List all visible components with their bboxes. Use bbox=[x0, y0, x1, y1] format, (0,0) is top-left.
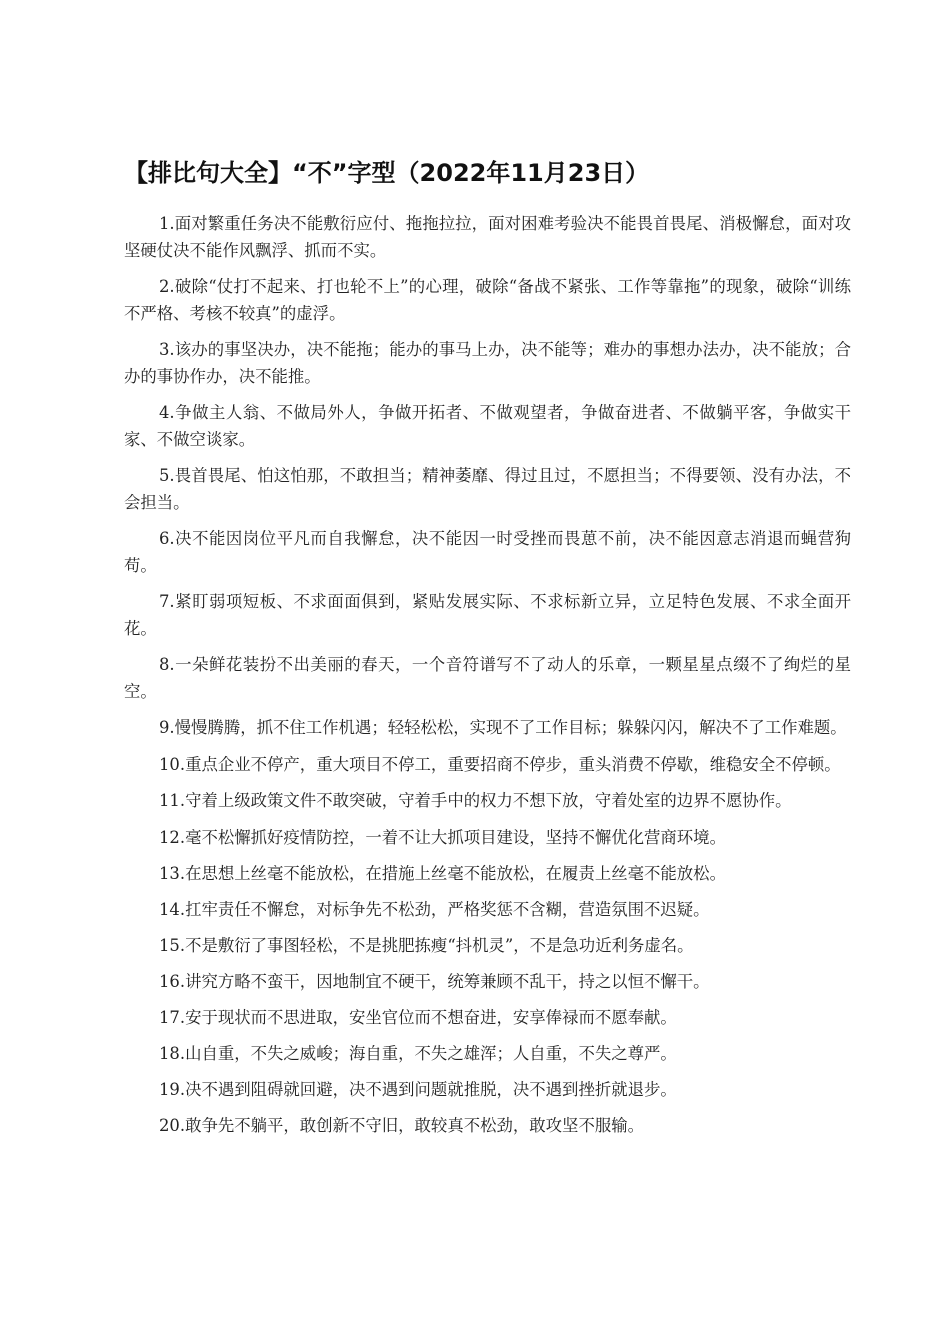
list-item: 11.守着上级政策文件不敢突破，守着手中的权力不想下放，守着处室的边界不愿协作。 bbox=[159, 791, 792, 810]
list-item: 13.在思想上丝毫不能放松，在措施上丝毫不能放松，在履责上丝毫不能放松。 bbox=[159, 863, 726, 883]
list-item: 15.不是敷衍了事图轻松，不是挑肥拣瘦“抖机灵”，不是急功近利务虚名。 bbox=[159, 935, 694, 955]
list-item: 5.畏首畏尾、怕这怕那，不敢担当；精神萎靡、得过且过，不愿担当；不得要领、没有办法，不会担当。 bbox=[124, 466, 851, 512]
list-item: 18.山自重，不失之威峻；海自重，不失之雄浑；人自重，不失之尊严。 bbox=[159, 1043, 677, 1063]
document-title: 【排比句大全】“不”字型（2022年11月23日） bbox=[124, 159, 650, 187]
list-item: 6.决不能因岗位平凡而自我懈怠，决不能因一时受挫而畏葸不前，决不能因意志消退而蝇营狗苟。 bbox=[124, 529, 851, 575]
list-item: 17.安于现状而不思进取，安坐官位而不想奋进，安享俸禄而不愿奉献。 bbox=[159, 1007, 677, 1027]
list-item: 1.面对繁重任务决不能敷衍应付、拖拖拉拉，面对困难考验决不能畏首畏尾、消极懈怠，面对攻坚硬仗决不能作风飘浮、抓而不实。 bbox=[124, 214, 851, 260]
list-item: 12.毫不松懈抓好疫情防控，一着不让大抓项目建设，坚持不懈优化营商环境。 bbox=[159, 827, 726, 847]
list-item: 7.紧盯弱项短板、不求面面俱到，紧贴发展实际、不求标新立异，立足特色发展、不求全面开花。 bbox=[124, 592, 851, 638]
list-item: 3.该办的事坚决办，决不能拖；能办的事马上办，决不能等；难办的事想办法办，决不能放；合办的事协作办，决不能推。 bbox=[124, 340, 851, 386]
list-item: 19.决不遇到阻碍就回避，决不遇到问题就推脱，决不遇到挫折就退步。 bbox=[159, 1079, 677, 1099]
list-item: 9.慢慢腾腾，抓不住工作机遇；轻轻松松，实现不了工作目标；躲躲闪闪，解决不了工作难题。 bbox=[159, 718, 847, 737]
list-item: 8.一朵鲜花装扮不出美丽的春天，一个音符谱写不了动人的乐章，一颗星星点缀不了绚烂的星空。 bbox=[124, 655, 851, 701]
list-item: 10.重点企业不停产，重大项目不停工，重要招商不停步，重头消费不停歇，维稳安全不停顿。 bbox=[159, 754, 841, 774]
list-item: 20.敢争先不躺平，敢创新不守旧，敢较真不松劲，敢攻坚不服输。 bbox=[159, 1115, 645, 1135]
list-item: 2.破除“仗打不起来、打也轮不上”的心理，破除“备战不紧张、工作等靠拖”的现象，破除“训练不严格、考核不较真”的虚浮。 bbox=[124, 277, 851, 323]
sentence-list bbox=[124, 211, 851, 1149]
list-item: 14.扛牢责任不懈怠，对标争先不松劲，严格奖惩不含糊，营造氛围不迟疑。 bbox=[159, 899, 710, 919]
list-item: 4.争做主人翁、不做局外人，争做开拓者、不做观望者，争做奋进者、不做躺平客，争做实干家、不做空谈家。 bbox=[124, 403, 851, 449]
list-item: 16.讲究方略不蛮干，因地制宜不硬干，统筹兼顾不乱干，持之以恒不懈干。 bbox=[159, 971, 710, 991]
